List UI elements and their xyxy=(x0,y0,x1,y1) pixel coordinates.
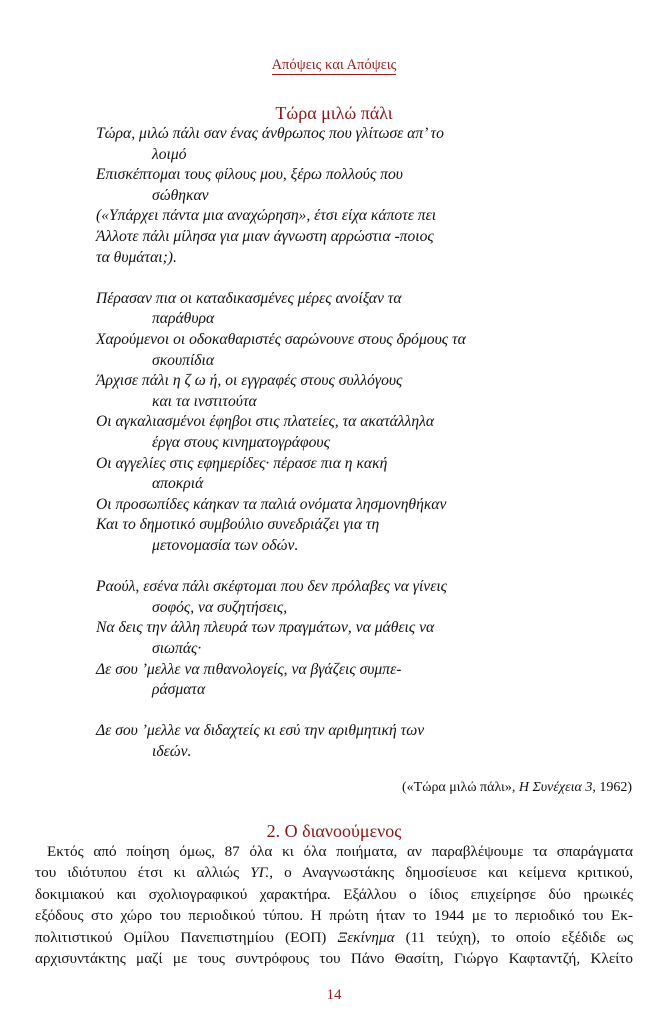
poem-title: Τώρα μιλώ πάλι xyxy=(275,103,393,123)
poem-line: Άλλοτε πάλι μίλησα για μιαν άγνωστη αρρώστια -ποιος xyxy=(96,228,434,245)
poem-citation xyxy=(402,780,632,796)
poem-line: Επισκέπτομαι τους φίλους μου, ξέρω πολλούς που xyxy=(96,166,403,184)
poem-line: σώθηκαν xyxy=(152,186,209,204)
poem-line: αποκριά xyxy=(152,475,204,493)
poem-line: σοφός, να συζητήσεις, xyxy=(152,598,288,616)
paragraph-line: εξόδους στο χώρο του περιοδικού τύπου. Η πρώτη ήταν το 1944 με το περιοδικό του Εκ- xyxy=(35,907,633,925)
running-header xyxy=(0,57,668,74)
paragraph-line: πολιτιστικού Ομίλου Πανεπιστημίου (ΕΟΠ) Ξεκίνημα (11 τεύχη), το οποίο εξέδιδε ως xyxy=(35,928,634,946)
citation-open: («Τώρα μιλώ πάλι», xyxy=(402,780,519,795)
section-paragraph xyxy=(35,841,633,969)
poem-line: Δε σου ’μελλε να διδαχτείς κι εσύ την αριθμητική των xyxy=(96,722,425,740)
poem-line: ράσματα xyxy=(152,681,206,699)
poem-line: Άρχισε πάλι η ζ ω ή, οι εγγραφές στους συλλόγους xyxy=(96,372,403,390)
poem-line: Οι προσωπίδες κάηκαν τα παλιά ονόματα λησμονηθήκαν xyxy=(96,495,447,513)
poem-line: Και το δημοτικό συμβούλιο συνεδριάζει για τη xyxy=(96,516,380,534)
poem-line: τα θυμάται;). xyxy=(96,248,177,266)
paragraph-line: του ιδιότυπου έτσι κι αλλιώς ΥΓ., ο Αναγνωστάκης δημοσίευσε και κείμενα κριτικού, xyxy=(35,864,633,882)
poem-line: Οι αγγελίες στις εφημερίδες· πέρασε πια η κακή xyxy=(96,454,388,472)
poem-line: Χαρούμενοι οι οδοκαθαριστές σαρώνουνε στους δρόμους τα xyxy=(96,331,466,348)
section-title: 2. Ο διανοούμενος xyxy=(266,821,402,841)
poem-line: παράθυρα xyxy=(152,310,215,328)
poem-line: Τώρα, μιλώ πάλι σαν ένας άνθρωπος που γλίτωσε απ’ το xyxy=(96,125,444,142)
paragraph-line: αρχισυντάκτης μαζί με τους συντρόφους του Πάνο Θασίτη, Γιώργο Καφταντζή, Κλείτο xyxy=(35,950,633,968)
poem-line: Οι αγκαλιασμένοι έφηβοι στις πλατείες, τα ακατάλληλα xyxy=(96,413,435,431)
poem-line: Να δεις την άλλη πλευρά των πραγμάτων, να μάθεις να xyxy=(96,619,435,637)
poem-line: λοιμό xyxy=(152,145,187,163)
poem-line: και τα ινστιτούτα xyxy=(152,392,257,410)
paragraph-line: Εκτός από ποίηση όμως, 87 όλα κι όλα ποιήματα, αν παραβλέψουμε τα σπαράγματα xyxy=(47,843,633,860)
poem-line: Δε σου ’μελλε να πιθανολογείς, να βγάζεις συμπε- xyxy=(96,660,402,678)
poem-line: σκουπίδια xyxy=(152,351,215,369)
paragraph-line: δοκιμιακού και σχολιογραφικού χαρακτήρα. Εξάλλου ο ίδιος επιχείρησε δύο ηρωικές xyxy=(35,885,633,903)
citation-close: , 1962) xyxy=(592,780,632,795)
poem-line: μετονομασία των οδών. xyxy=(152,537,299,554)
running-title: Απόψεις και Απόψεις xyxy=(271,57,397,73)
poem-line: ιδεών. xyxy=(152,743,192,760)
page-number: 14 xyxy=(326,987,342,1003)
poem-line: Πέρασαν πια οι καταδικασμένες μέρες ανοίξαν τα xyxy=(96,289,402,307)
poem-line: («Υπάρχει πάντα μια αναχώρηση», έτσι είχα κάποτε πει xyxy=(96,207,437,225)
poem-line: Ραούλ, εσένα πάλι σκέφτομαι που δεν πρόλαβες να γίνεις xyxy=(96,578,448,596)
poem-line: σιωπάς· xyxy=(152,640,202,657)
citation-source: Η Συνέχεια 3 xyxy=(518,780,593,795)
poem-line: έργα στους κινηματογράφους xyxy=(152,434,330,451)
